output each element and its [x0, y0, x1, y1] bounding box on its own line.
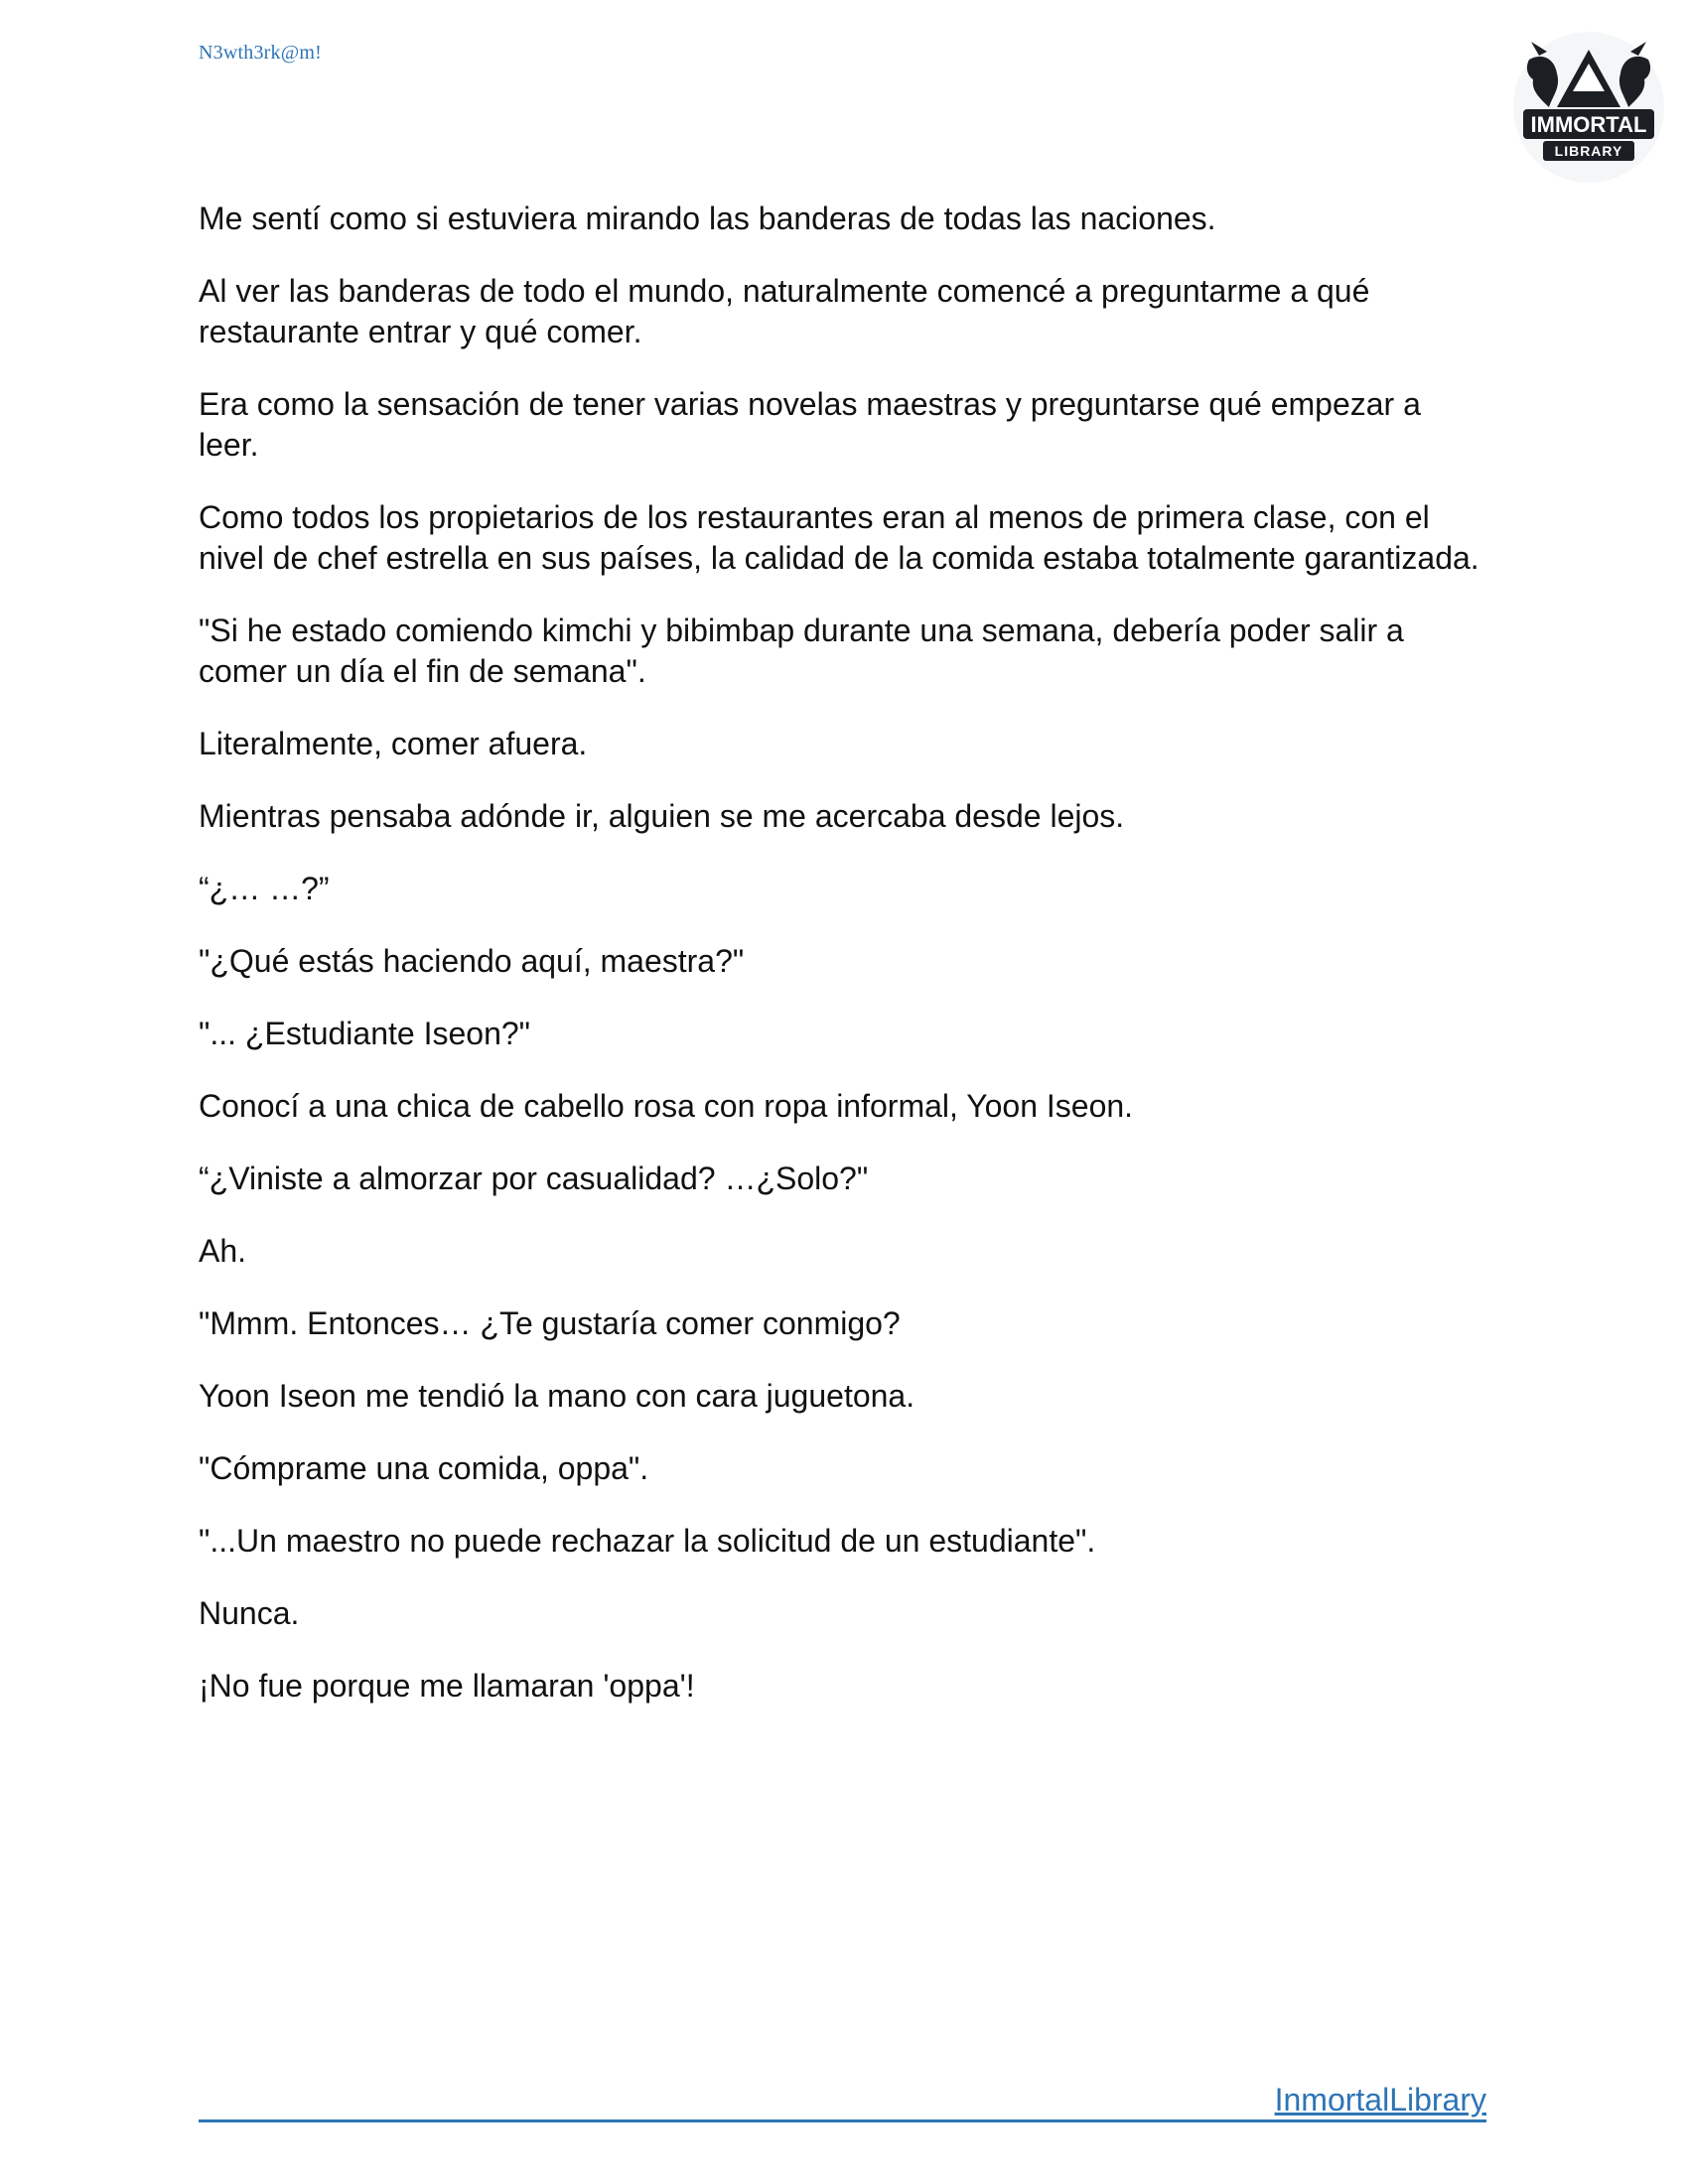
logo-sub-text: LIBRARY — [1554, 143, 1623, 159]
footer-link[interactable]: InmortalLibrary — [1274, 2082, 1486, 2117]
paragraph: "Mmm. Entonces… ¿Te gustaría comer conmigo? — [199, 1305, 901, 1341]
logo-main-text: IMMORTAL — [1530, 112, 1647, 137]
paragraph: "Cómprame una comida, oppa". — [199, 1450, 649, 1486]
paragraph: "Si he estado comiendo kimchi y bibimbap durante una semana, debería poder salir a comer un día el fin de semana". — [199, 613, 1404, 689]
immortal-library-logo — [1509, 30, 1668, 184]
paragraph: Ah. — [199, 1233, 247, 1269]
paragraph: Conocí a una chica de cabello rosa con ropa informal, Yoon Iseon. — [199, 1088, 1134, 1124]
paragraph: Yoon Iseon me tendió la mano con cara juguetona. — [199, 1378, 915, 1414]
header-tag: N3wth3rk@m! — [199, 42, 322, 64]
paragraph: "¿Qué estás haciendo aquí, maestra?" — [199, 943, 745, 979]
document-body — [199, 199, 1489, 1738]
paragraph: Al ver las banderas de todo el mundo, naturalmente comencé a preguntarme a qué restaurante entrar y qué comer. — [199, 273, 1370, 349]
paragraph: “¿… …?” — [199, 871, 330, 906]
paragraph: Era como la sensación de tener varias novelas maestras y preguntarse qué empezar a leer. — [199, 386, 1421, 463]
paragraph: Literalmente, comer afuera. — [199, 726, 588, 761]
paragraph: "... ¿Estudiante Iseon?" — [199, 1016, 531, 1051]
paragraph: "...Un maestro no puede rechazar la solicitud de un estudiante". — [199, 1523, 1096, 1559]
paragraph: Me sentí como si estuviera mirando las banderas de todas las naciones. — [199, 201, 1216, 236]
paragraph: Como todos los propietarios de los restaurantes eran al menos de primera clase, con el nivel de chef estrella en sus países, la calidad de la comida estaba totalmente garantizada. — [199, 499, 1479, 576]
paragraph: Mientras pensaba adónde ir, alguien se me acercaba desde lejos. — [199, 798, 1125, 834]
footer-rule — [199, 2080, 1486, 2122]
paragraph: Nunca. — [199, 1595, 300, 1631]
paragraph: ¡No fue porque me llamaran 'oppa'! — [199, 1668, 695, 1704]
paragraph: “¿Viniste a almorzar por casualidad? …¿Solo?" — [199, 1160, 869, 1196]
